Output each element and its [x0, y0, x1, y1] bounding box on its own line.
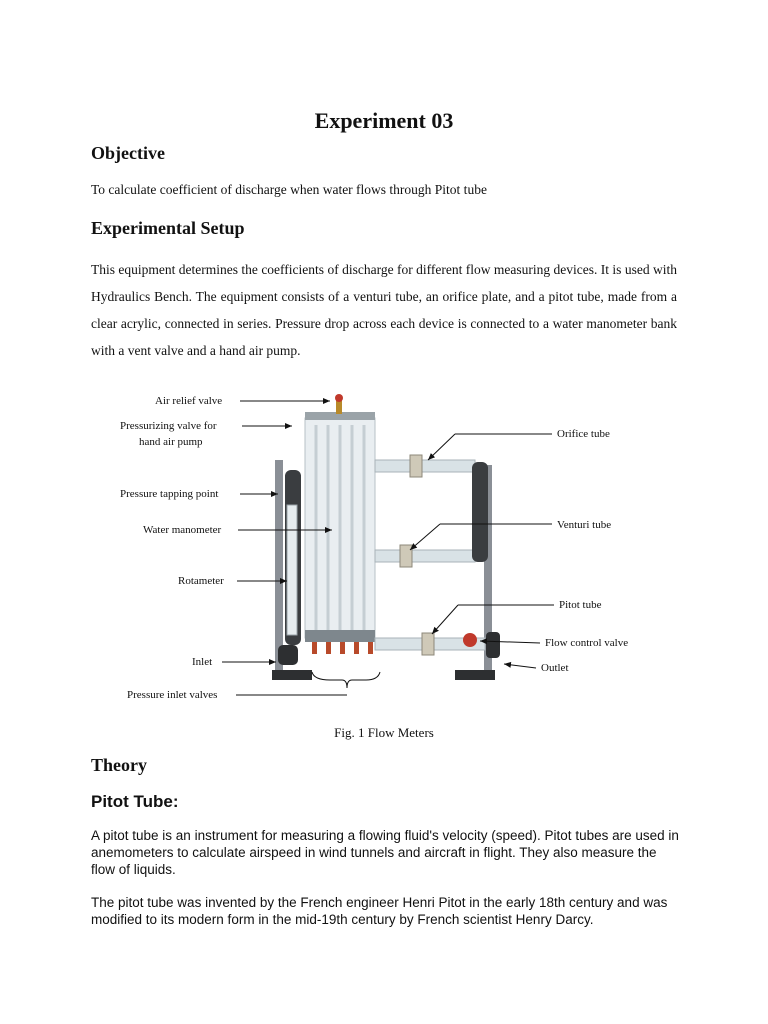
flow-meters-figure	[110, 385, 670, 705]
label-pressure-tapping-point: Pressure tapping point	[120, 488, 219, 500]
objective-text: To calculate coefficient of discharge when water flows through Pitot tube	[91, 182, 487, 197]
pitot-tube-heading: Pitot Tube:	[91, 792, 179, 811]
figure-caption: Fig. 1 Flow Meters	[334, 725, 434, 740]
theory-paragraph-1: A pitot tube is an instrument for measuring a flowing fluid's velocity (speed). Pitot tubes are used in anemometers to calculate airspeed in wind tunnels and aircraft in flight. They also measure the flow of liquids.	[91, 828, 679, 877]
objective-heading: Objective	[91, 143, 165, 163]
label-pitot-tube: Pitot tube	[559, 599, 602, 611]
equipment-illustration	[272, 394, 500, 680]
label-venturi-tube: Venturi tube	[557, 519, 612, 531]
label-outlet: Outlet	[541, 662, 569, 674]
setup-heading: Experimental Setup	[91, 218, 245, 238]
label-air-relief-valve: Air relief valve	[155, 395, 223, 407]
label-pressurizing-valve-1: Pressurizing valve for	[120, 420, 217, 432]
theory-heading: Theory	[91, 755, 147, 775]
label-flow-control-valve: Flow control valve	[545, 637, 629, 649]
page-title: Experiment 03	[314, 108, 454, 133]
setup-text: This equipment determines the coefficients of discharge for different flow measuring devices. It is used with Hydraulics Bench. The equipment consists of a venturi tube, an orifice plate, and a pitot tube, made from a clear acrylic, connected in series. Pressure drop across each device is connected to a water manometer bank with a vent valve and a hand air pump.	[91, 262, 677, 358]
label-orifice-tube: Orifice tube	[557, 428, 610, 440]
label-inlet: Inlet	[192, 656, 213, 668]
label-water-manometer: Water manometer	[143, 524, 222, 536]
label-pressure-inlet-valves: Pressure inlet valves	[127, 689, 218, 701]
theory-paragraph-2: The pitot tube was invented by the French engineer Henri Pitot in the early 18th century and was modified to its modern form in the mid-19th century by French scientist Henry Darcy.	[91, 895, 668, 927]
label-pressurizing-valve-2: hand air pump	[139, 436, 203, 448]
label-rotameter: Rotameter	[178, 575, 224, 587]
